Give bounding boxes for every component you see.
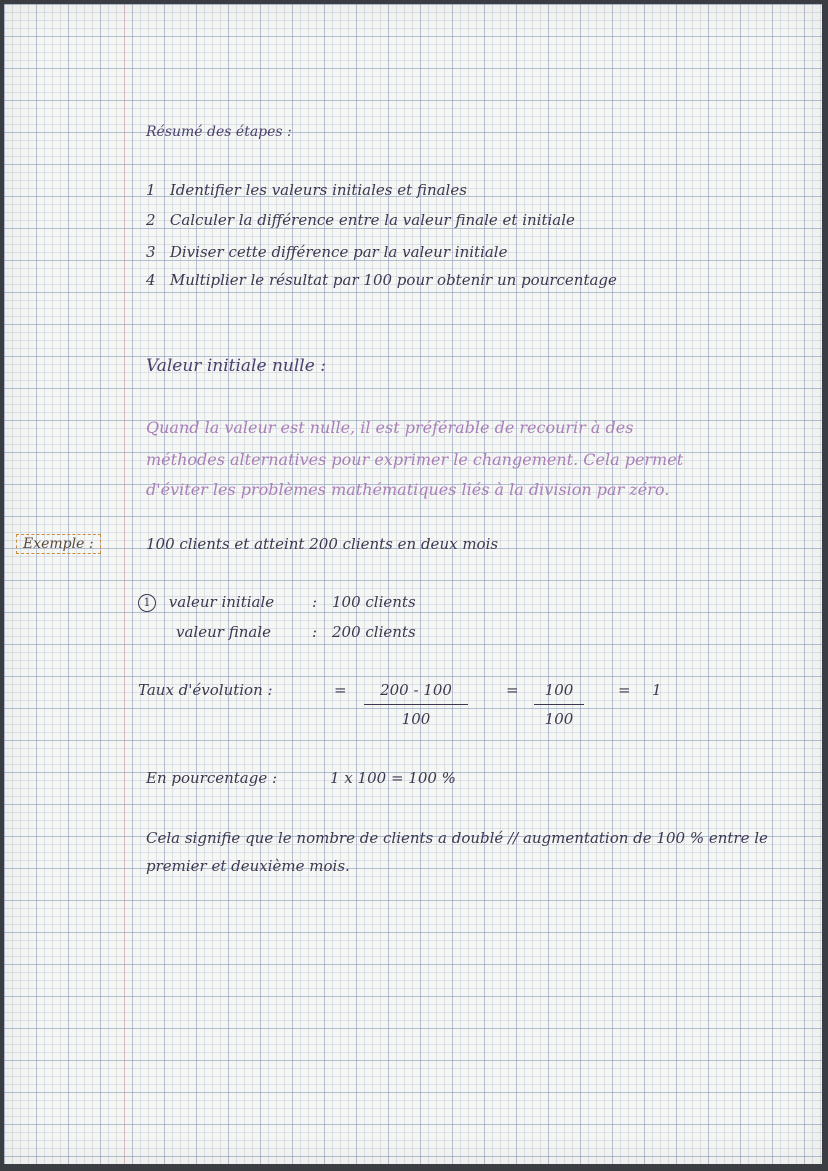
fraction-bar — [534, 704, 584, 705]
equals-sign: = — [618, 681, 631, 699]
example-statement: 100 clients et atteint 200 clients en deux mois — [146, 535, 499, 553]
step-text: Identifier les valeurs initiales et finales — [169, 181, 467, 199]
zero-section-heading: Valeur initiale nulle : — [146, 356, 326, 376]
step-circle-number: 1 — [138, 594, 156, 612]
step-number: 4 — [146, 271, 156, 289]
fraction-denominator: 100 — [401, 710, 431, 729]
step-item — [146, 210, 575, 230]
zero-section-line: Quand la valeur est nulle, il est préférable de recourir à des — [146, 418, 634, 437]
step-number: 2 — [146, 211, 156, 229]
step-number: 3 — [146, 243, 156, 261]
equals-sign: = — [506, 681, 519, 699]
step-item — [146, 180, 467, 200]
step-text: Calculer la différence entre la valeur finale et initiale — [169, 211, 575, 229]
conclusion-line: premier et deuxième mois. — [146, 857, 350, 875]
fraction-simplified — [534, 680, 584, 729]
final-label: valeur finale — [176, 623, 271, 641]
initial-value-row — [138, 592, 274, 612]
step-text: Diviser cette différence par la valeur initiale — [169, 243, 508, 261]
step-number: 1 — [146, 181, 156, 199]
summary-heading: Résumé des étapes : — [146, 124, 292, 140]
zero-section-line: méthodes alternatives pour exprimer le changement. Cela permet — [146, 450, 684, 469]
conclusion-line: Cela signifie que le nombre de clients a doublé // augmentation de 100 % entre le — [146, 829, 768, 847]
step-item — [146, 270, 617, 290]
step-item — [146, 242, 507, 262]
initial-label: valeur initiale — [168, 593, 275, 611]
margin-line — [124, 4, 125, 1164]
fraction-difference — [364, 680, 468, 729]
final-colon: : — [312, 623, 318, 641]
fraction-bar — [364, 704, 468, 705]
percent-label: En pourcentage : — [146, 769, 278, 787]
fraction-denominator: 100 — [544, 710, 574, 729]
step-text: Multiplier le résultat par 100 pour obtenir un pourcentage — [169, 271, 617, 289]
fraction-numerator: 100 — [544, 681, 574, 699]
example-tag: Exemple : — [16, 534, 101, 554]
notebook-page — [4, 4, 822, 1164]
rate-result: 1 — [652, 681, 662, 699]
percent-calculation: 1 x 100 = 100 % — [330, 769, 456, 787]
initial-colon: : — [312, 593, 318, 611]
final-value: 200 clients — [332, 623, 416, 641]
equals-sign: = — [334, 681, 347, 699]
initial-value: 100 clients — [332, 593, 416, 611]
fraction-numerator: 200 - 100 — [380, 681, 452, 699]
zero-section-line: d'éviter les problèmes mathématiques liés à la division par zéro. — [146, 480, 670, 499]
rate-label: Taux d'évolution : — [138, 681, 273, 699]
